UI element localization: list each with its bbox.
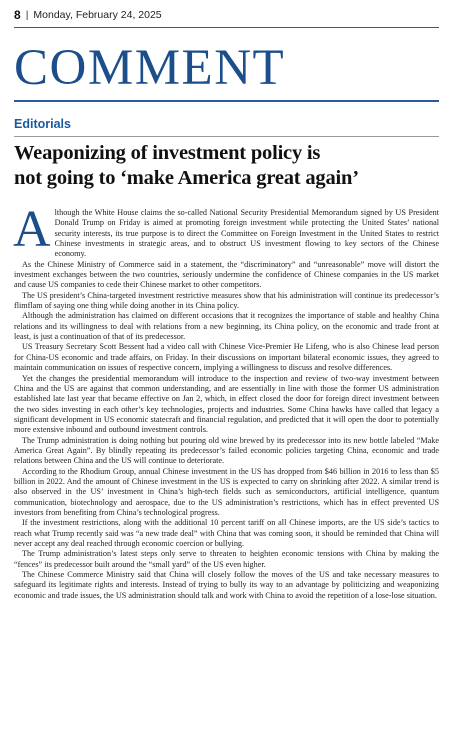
page-number: 8 bbox=[14, 8, 21, 22]
article-body bbox=[13, 201, 439, 601]
article-paragraph: If the investment restrictions, along with the additional 10 percent tariff on all Chinese imports, are the US side’s tactics to reach what Trump recently said was “a new trade deal” with China that was coming soon, it should be reminded that China will never accept any deal reached through economic coercion or bullying. bbox=[14, 518, 439, 548]
drop-cap: A bbox=[13, 201, 51, 258]
article-paragraph: The US president’s China-targeted investment restrictive measures show that his administration will continue its predecessor’s flimflam of saying one thing while doing another in its China policy. bbox=[14, 290, 439, 311]
article-paragraph: The Trump administration is doing nothing but pouring old wine brewed by its predecessor into its new bottle labeled “Make America Great Again”. By blindly repeating its predecessor’s failed economic policies targeting China, economic and trade relations between China and the US will continue to deteriorate. bbox=[14, 435, 439, 466]
section-title: COMMENT bbox=[14, 40, 286, 96]
article-paragraph: US Treasury Secretary Scott Bessent had a video call with Chinese Vice-Premier He Lifeng, who is also Chinese lead person for China-US economic and trade affairs, on Friday. In their discussions on important bilateral economic issues, they agreed to maintain communication on issues of respective concern, implying a willingness to discuss and resolve differences. bbox=[14, 342, 439, 373]
article-paragraph: Although the White House claims the so-called National Security Presidential Memorandum signed by US President Donald Trump on Friday is aimed at promoting foreign investment while protecting the United States’ national security interests, its true purpose is to direct the Committee on Foreign Investment in the United States to restrict Chinese investments in strategic areas, and to obstruct US investment flowing to key sectors of the Chinese economy. bbox=[13, 201, 439, 259]
article-paragraph: The Trump administration’s latest steps only serve to threaten to heighten economic tensions with China by making the “fences” its predecessor built around the “small yard” of the US even higher. bbox=[14, 549, 439, 569]
article-headline bbox=[14, 141, 439, 191]
article-paragraph: Although the administration has claimed on different occasions that it recognizes the importance of stable and healthy China relations and its willingness to deal with relations from a new beginning, its China policy, on the economic and trade front at least, is just a continuation of that of its predecessor. bbox=[14, 311, 439, 342]
article-paragraph: As the Chinese Ministry of Commerce said in a statement, the “discriminatory” and “unreasonable” move will distort the investment exchanges between the two countries, seriously undermine the confidence of Chinese companies in the US market and cause US companies to cede their Chinese market to other competitors. bbox=[14, 259, 439, 290]
article-paragraph: The Chinese Commerce Ministry said that China will closely follow the moves of the US and take necessary measures to safeguard its legitimate rights and interests. Instead of trying to bully its way to an advantage by politicizing and weaponizing economic and trade issues, the US administration should talk and work with China to avoid the repetition of a lose-lose situation. bbox=[14, 570, 439, 600]
header-rule bbox=[14, 27, 439, 28]
issue-date: Monday, February 24, 2025 bbox=[33, 9, 162, 21]
newspaper-page bbox=[14, 0, 439, 736]
section-kicker: Editorials bbox=[14, 117, 71, 131]
headline-line-2: not going to ‘make America great again’ bbox=[14, 167, 359, 189]
page-header bbox=[14, 5, 162, 25]
header-separator: | bbox=[25, 9, 29, 21]
headline-line-1: Weaponizing of investment policy is bbox=[14, 142, 321, 164]
article-paragraph: Yet the changes the presidential memorandum will introduce to the inspection and review of two-way investment between China and the US are against that common understanding, and are essentially in line with those the former US administration established late last year that became effective on Jan 2, which, in effect closed the door for foreign direct investment between the two sides investing in each other’s key technologies, projects and industries. Some China hawks have called that legacy a significant development in US economic statecraft and financial regulation, and predicted that it will open the door to potentially more extensive inbound and outbound investment controls. bbox=[14, 373, 439, 435]
article-paragraph: According to the Rhodium Group, annual Chinese investment in the US has dropped from $46 billion in 2016 to less than $5 billion in 2022. And the amount of Chinese investment in the US is expected to carry on shrinking after 2022. A similar trend is also observed in the US’ investment in China’s high-tech fields such as semiconductors, artificial intelligence, quantum communication, biotechnology and aerospace, due to the US administration’s restrictions, which has in effect prevented US investors from benefiting from China’s technological progress. bbox=[14, 466, 439, 517]
kicker-rule bbox=[14, 136, 439, 137]
section-rule bbox=[14, 100, 439, 102]
